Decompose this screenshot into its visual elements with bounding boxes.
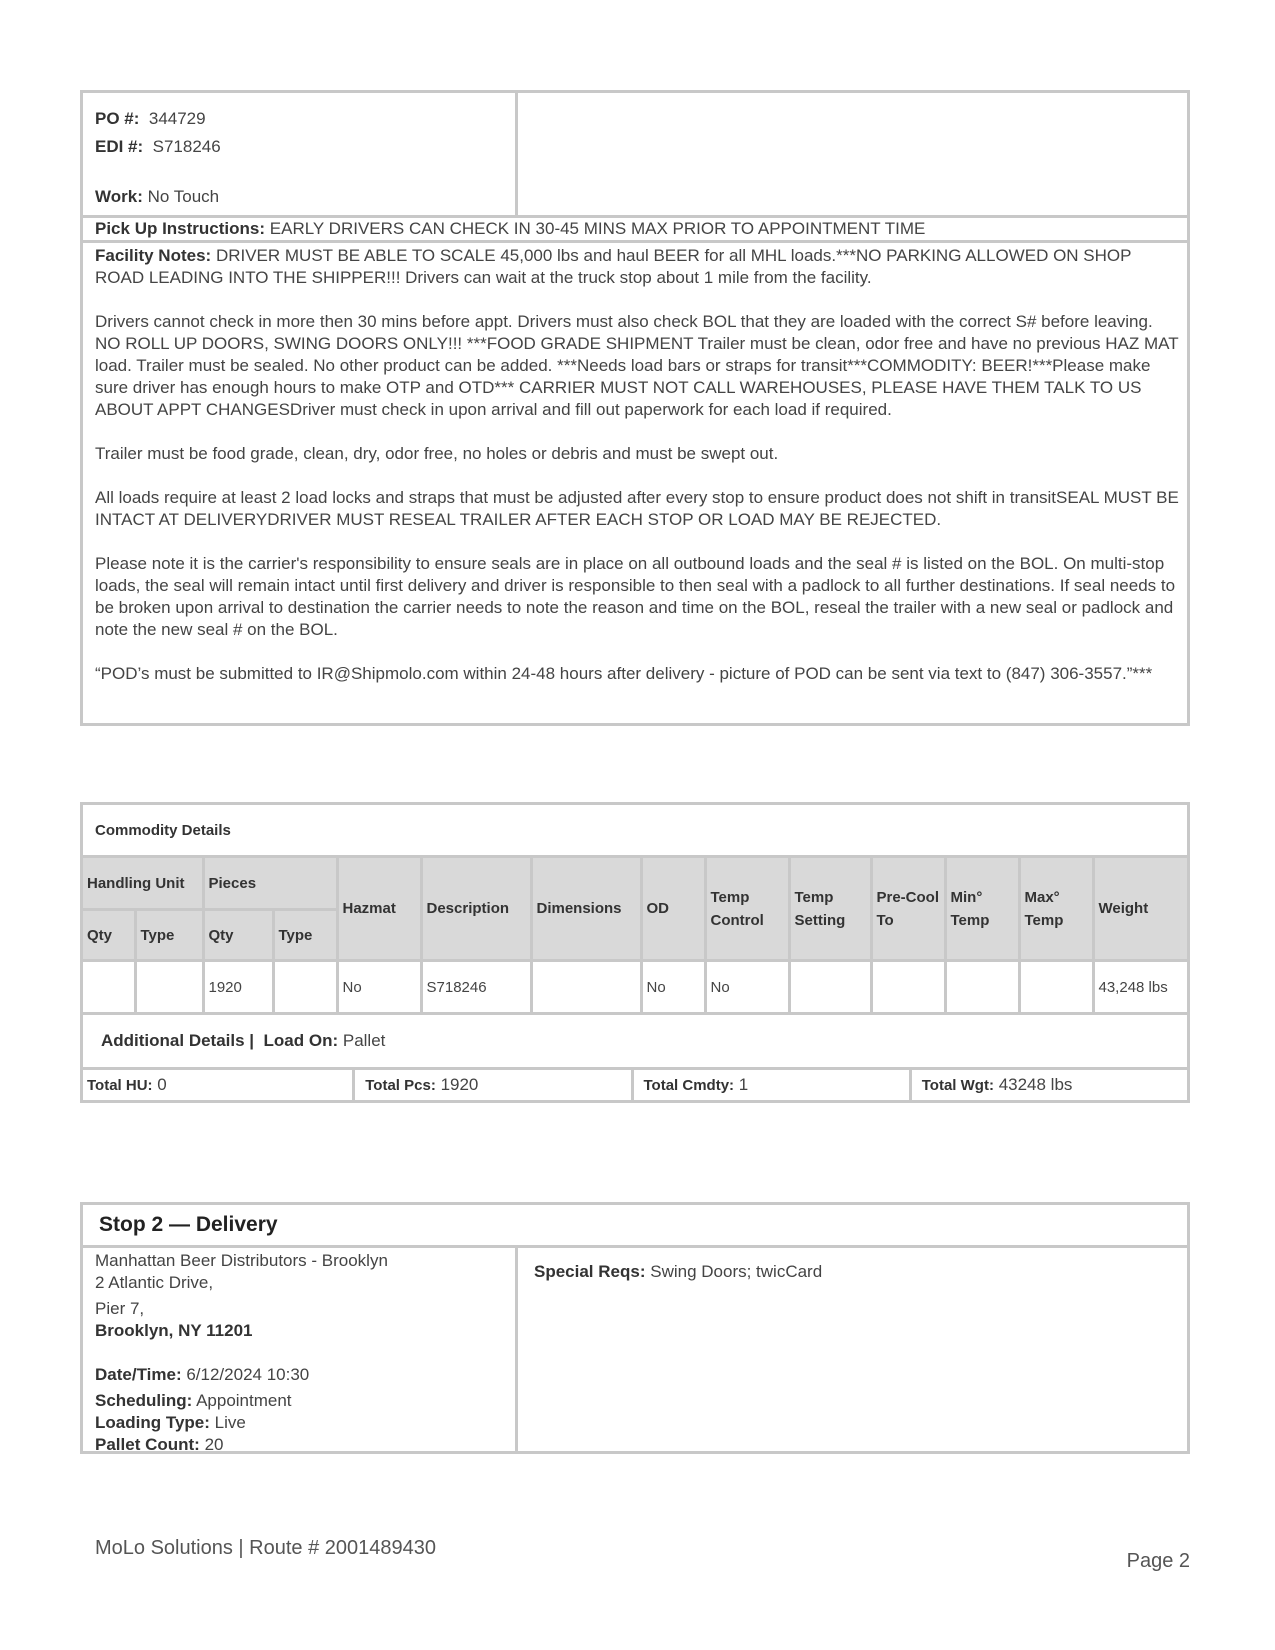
cell-pre-cool [871,961,945,1014]
stop-address-2: Pier 7, [95,1299,145,1318]
cell-weight: 43,248 lbs [1093,961,1187,1014]
cell-temp-setting [789,961,871,1014]
additional-label: Additional Details | [101,1031,255,1050]
col-dimensions: Dimensions [531,857,641,961]
commodity-details-panel [80,802,1190,1103]
cell-hu-qty [83,961,135,1014]
po-label: PO #: [95,109,140,128]
total-pcs-label: Total Pcs: [365,1077,436,1094]
order-ids [83,93,518,215]
col-max-temp: Max° Temp [1019,857,1093,961]
col-min-temp: Min° Temp [945,857,1019,961]
total-hu-label: Total HU: [87,1077,153,1094]
total-cmdty-label: Total Cmdty: [643,1077,735,1094]
total-wgt [912,1070,1187,1100]
order-notes-panel [80,90,1190,726]
stop-body [83,1248,1187,1454]
col-od: OD [641,857,705,961]
load-on-label: Load On: [263,1031,339,1050]
loading-value: Live [214,1413,246,1432]
stop-pallet-count [95,1434,503,1456]
facility-note-2: Drivers cannot check in more then 30 mins before appt. Drivers must also check BOL that they are loaded with the correct S# before leaving. NO ROLL UP DOORS, SWING DOORS ONLY!!! ***FOOD GRADE SHIPMENT Trailer must be clean, odor free and have no previous HAZ MAT load. Trailer must be sealed. No other product can be added. ***Needs load bars or straps for transit***COMMODITY: BEER!***Please make sure driver has enough hours to make OTP and OTD*** CARRIER MUST NOT CALL WAREHOUSES, PLEASE HAVE THEM TALK TO US ABOUT APPT CHANGESDriver must check in upon arrival and fill out paperwork for each load if required. [95,312,1179,419]
edi-line [95,133,503,161]
col-weight: Weight [1093,857,1187,961]
special-label: Special Reqs: [534,1262,646,1281]
stop-panel [80,1202,1190,1454]
stop-loading-type [95,1412,503,1434]
total-wgt-label: Total Wgt: [921,1077,994,1094]
stop-address [83,1248,518,1454]
col-hazmat: Hazmat [337,857,421,961]
total-cmdty [634,1070,912,1100]
page-number: Page 2 [1126,1550,1190,1572]
pallet-label: Pallet Count: [95,1435,200,1454]
stop-datetime [95,1364,503,1386]
stop-scheduling [95,1390,503,1412]
col-description: Description [421,857,531,961]
edi-label: EDI #: [95,137,144,156]
facility-label: Facility Notes: [95,246,212,265]
col-pc-qty: Qty [203,910,273,961]
cell-hazmat: No [337,961,421,1014]
total-pcs-value: 1920 [440,1075,479,1094]
cell-description: S718246 [421,961,531,1014]
cell-pc-qty: 1920 [203,961,273,1014]
po-line [95,105,503,133]
stop-city: Brooklyn, NY 11201 [95,1321,253,1340]
edi-value: S718246 [152,137,221,156]
pickup-value: EARLY DRIVERS CAN CHECK IN 30-45 MINS MAX PRIOR TO APPOINTMENT TIME [269,219,926,238]
stop-name: Manhattan Beer Distributors - Brooklyn [95,1251,388,1270]
col-pieces: Pieces [203,857,337,910]
scheduling-label: Scheduling: [95,1391,193,1410]
order-info-row [83,93,1187,218]
facility-note-1 [95,245,1179,289]
pickup-instructions [83,218,1187,243]
scheduling-value: Appointment [196,1391,292,1410]
cell-dimensions [531,961,641,1014]
total-hu [83,1070,355,1100]
total-hu-value: 0 [157,1075,167,1094]
col-pre-cool: Pre-Cool To [871,857,945,961]
facility-note-3: Trailer must be food grade, clean, dry, odor free, no holes or debris and must be swept out. [95,444,779,463]
cell-max-temp [1019,961,1093,1014]
stop-address-1: 2 Atlantic Drive, [95,1273,214,1292]
commodity-totals [83,1070,1187,1100]
work-label: Work: [95,187,143,206]
facility-note-5: Please note it is the carrier's responsibility to ensure seals are in place on all outbound loads and the seal # is listed on the BOL. On multi-stop loads, the seal will remain intact until first delivery and driver is responsible to then seal with a padlock to all further destinations. If seal needs to be broken upon arrival to destination the carrier needs to note the reason and time on the BOL, reseal the trailer with a new seal or padlock and note the new seal # on the BOL. [95,554,1176,639]
datetime-value: 6/12/2024 10:30 [186,1365,310,1384]
col-temp-setting: Temp Setting [789,857,871,961]
commodity-title: Commodity Details [83,805,1187,857]
stop-title: Stop 2 — Delivery [83,1205,1187,1248]
stop-special-reqs [518,1248,838,1454]
work-line [95,183,503,211]
cell-temp-control: No [705,961,789,1014]
col-pc-type: Type [273,910,337,961]
total-pcs [355,1070,633,1100]
pickup-label: Pick Up Instructions: [95,219,266,238]
cell-od: No [641,961,705,1014]
col-temp-control: Temp Control [705,857,789,961]
datetime-label: Date/Time: [95,1365,182,1384]
pallet-value: 20 [204,1435,224,1454]
facility-note-6: “POD’s must be submitted to IR@Shipmolo.com within 24-48 hours after delivery - picture of POD can be sent via text to (847) 306-3557.”*** [95,664,1153,683]
total-wgt-value: 43248 lbs [998,1075,1073,1094]
additional-details [83,1014,1187,1069]
facility-note-4: All loads require at least 2 load locks and straps that must be adjusted after every stop to ensure product does not shift in transitSEAL MUST BE INTACT AT DELIVERYDRIVER MUST RESEAL TRAILER AFTER EACH STOP OR LOAD MAY BE REJECTED. [95,488,1179,529]
facility-notes [83,243,1187,685]
loading-label: Loading Type: [95,1413,210,1432]
po-value: 344729 [148,109,206,128]
load-on-value: Pallet [342,1031,386,1050]
commodity-table [83,805,1187,1070]
table-row [83,961,1187,1014]
cell-hu-type [135,961,203,1014]
col-handling-unit: Handling Unit [83,857,203,910]
special-value: Swing Doors; twicCard [650,1262,823,1281]
total-cmdty-value: 1 [738,1075,749,1094]
col-hu-type: Type [135,910,203,961]
col-hu-qty: Qty [83,910,135,961]
footer-route: MoLo Solutions | Route # 2001489430 [95,1537,437,1559]
work-value: No Touch [147,187,220,206]
cell-pc-type [273,961,337,1014]
facility-note-1-text: DRIVER MUST BE ABLE TO SCALE 45,000 lbs and haul BEER for all MHL loads.***NO PARKING ALLOWED ON SHOP ROAD LEADING INTO THE SHIPPER!!! Drivers can wait at the truck stop about 1 mile from the facility. [95,246,1132,287]
cell-min-temp [945,961,1019,1014]
